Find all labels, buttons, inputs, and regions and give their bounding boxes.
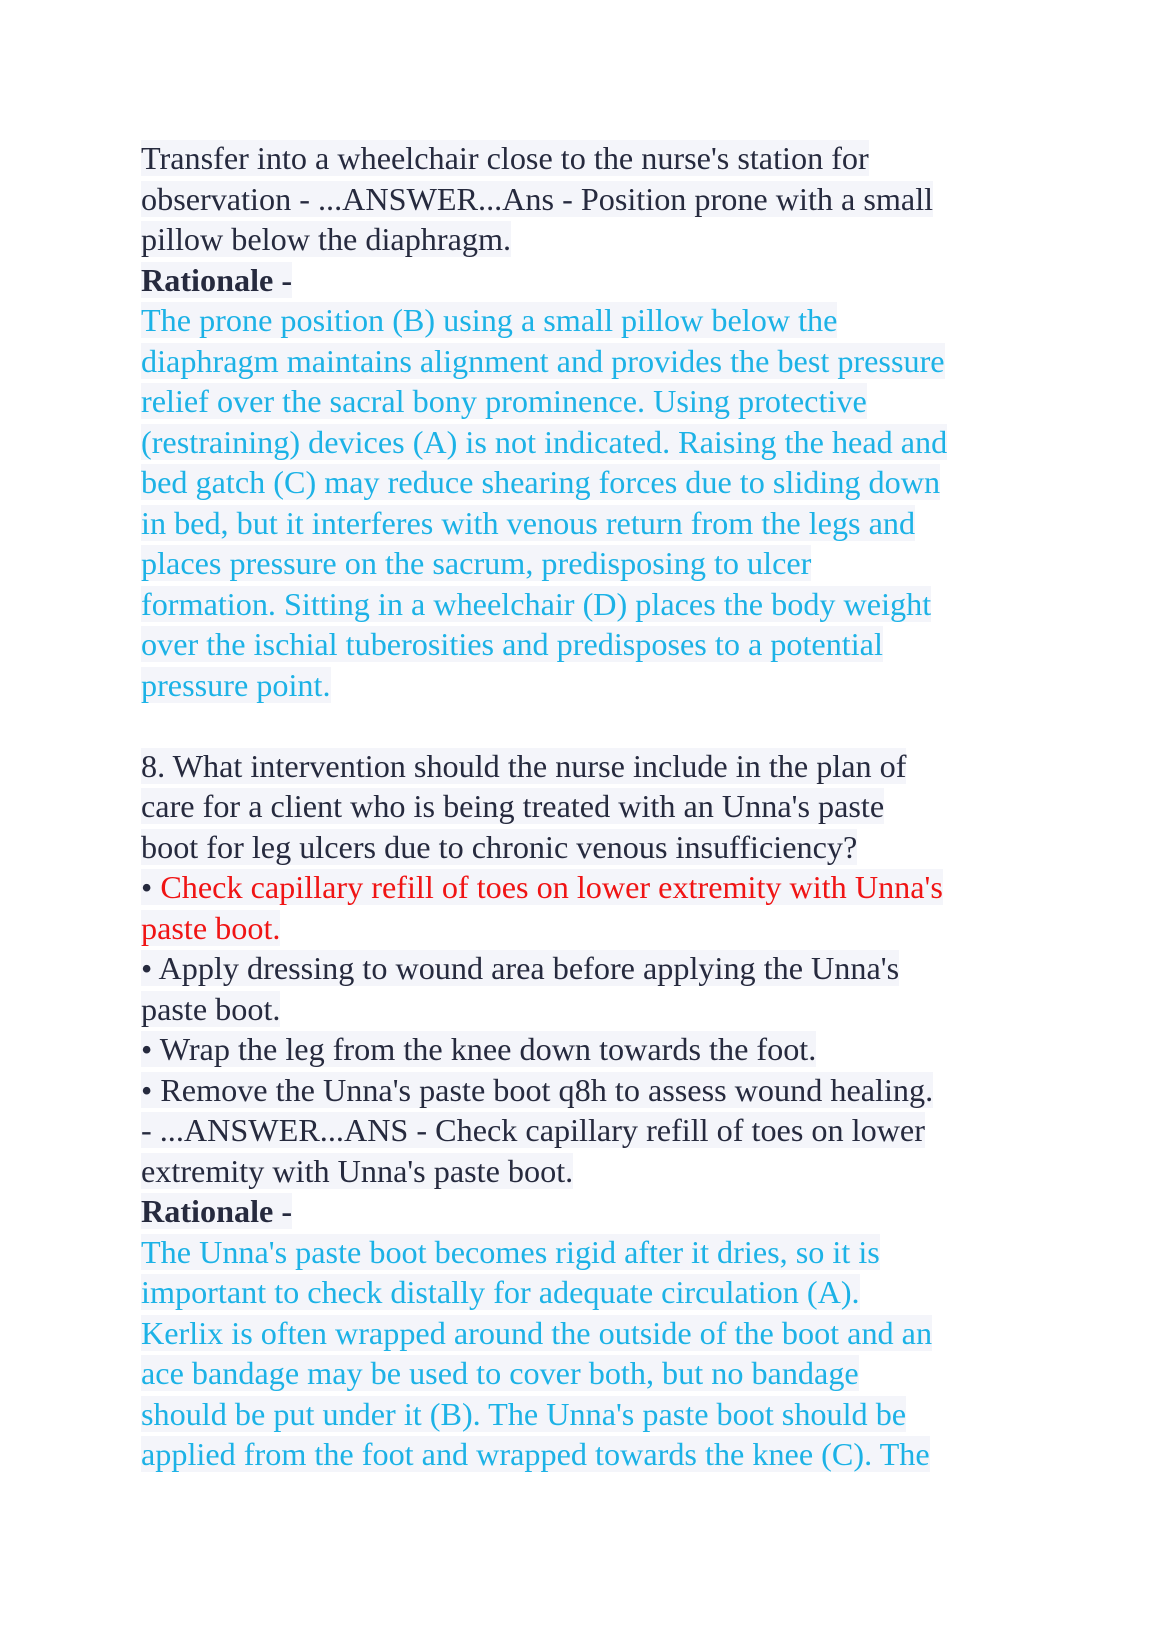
rationale-text-2 [141, 1232, 1021, 1475]
option-line: • Wrap the leg from the knee down towards the foot. [141, 1031, 817, 1067]
rationale-line: diaphragm maintains alignment and provides the best pressure [141, 342, 945, 379]
question-line: 8. What intervention should the nurse include in the plan of [141, 747, 907, 784]
previous-answer [141, 138, 1021, 260]
rationale-heading: Rationale - [141, 1193, 293, 1229]
rationale-line: in bed, but it interferes with venous return from the legs and [141, 504, 916, 541]
document-body [141, 138, 1021, 1475]
rationale-line: Kerlix is often wrapped around the outside of the boot and an [141, 1314, 933, 1351]
rationale-line: important to check distally for adequate circulation (A). [141, 1274, 860, 1310]
bullet: • [141, 869, 161, 905]
option-2 [141, 948, 1021, 1029]
option-correct [141, 867, 1021, 948]
correct-option-line: Check capillary refill of toes on lower extremity with Unna's [160, 869, 943, 905]
rationale-line: The prone position (B) using a small pillow below the [141, 302, 838, 338]
rationale-line: pressure point. [141, 666, 331, 703]
answer-line: observation - ...ANSWER...Ans - Position prone with a small [141, 180, 934, 217]
rationale-line: bed gatch (C) may reduce shearing forces due to sliding down [141, 464, 941, 500]
question-line: boot for leg ulcers due to chronic venous insufficiency? [141, 828, 858, 865]
answer-line: pillow below the diaphragm. [141, 221, 512, 257]
rationale-line: over the ischial tuberosities and predisposes to a potential [141, 626, 883, 662]
rationale-line: relief over the sacral bony prominence. Using protective [141, 383, 867, 419]
question-line: care for a client who is being treated with an Unna's paste [141, 788, 885, 824]
option-3 [141, 1029, 1021, 1070]
option-line: • Remove the Unna's paste boot q8h to assess wound healing. [141, 1071, 934, 1108]
rationale-heading-2 [141, 1191, 1021, 1232]
rationale-line: applied from the foot and wrapped towards the knee (C). The [141, 1436, 930, 1472]
rationale-line: formation. Sitting in a wheelchair (D) places the body weight [141, 585, 932, 622]
question-8 [141, 746, 1021, 868]
rationale-line: ace bandage may be used to cover both, but no bandage [141, 1355, 859, 1391]
option-line: paste boot. [141, 990, 281, 1027]
correct-option-line: paste boot. [141, 909, 281, 946]
rationale-heading: Rationale - [141, 261, 293, 298]
answer-line: Transfer into a wheelchair close to the nurse's station for [141, 140, 869, 176]
rationale-line: The Unna's paste boot becomes rigid after it dries, so it is [141, 1233, 880, 1270]
rationale-line: places pressure on the sacrum, predisposing to ulcer [141, 545, 812, 581]
option-line: • Apply dressing to wound area before applying the Unna's [141, 950, 900, 986]
rationale-text-1 [141, 300, 1021, 705]
rationale-line: (restraining) devices (A) is not indicated. Raising the head and [141, 423, 948, 460]
option-4 [141, 1070, 1021, 1111]
answer-line: - ...ANSWER...ANS - Check capillary refill of toes on lower [141, 1112, 925, 1148]
rationale-heading-1 [141, 260, 1021, 301]
blank-line [141, 705, 1021, 746]
rationale-line: should be put under it (B). The Unna's paste boot should be [141, 1395, 907, 1432]
answer-line: extremity with Unna's paste boot. [141, 1152, 574, 1189]
answer-8 [141, 1110, 1021, 1191]
